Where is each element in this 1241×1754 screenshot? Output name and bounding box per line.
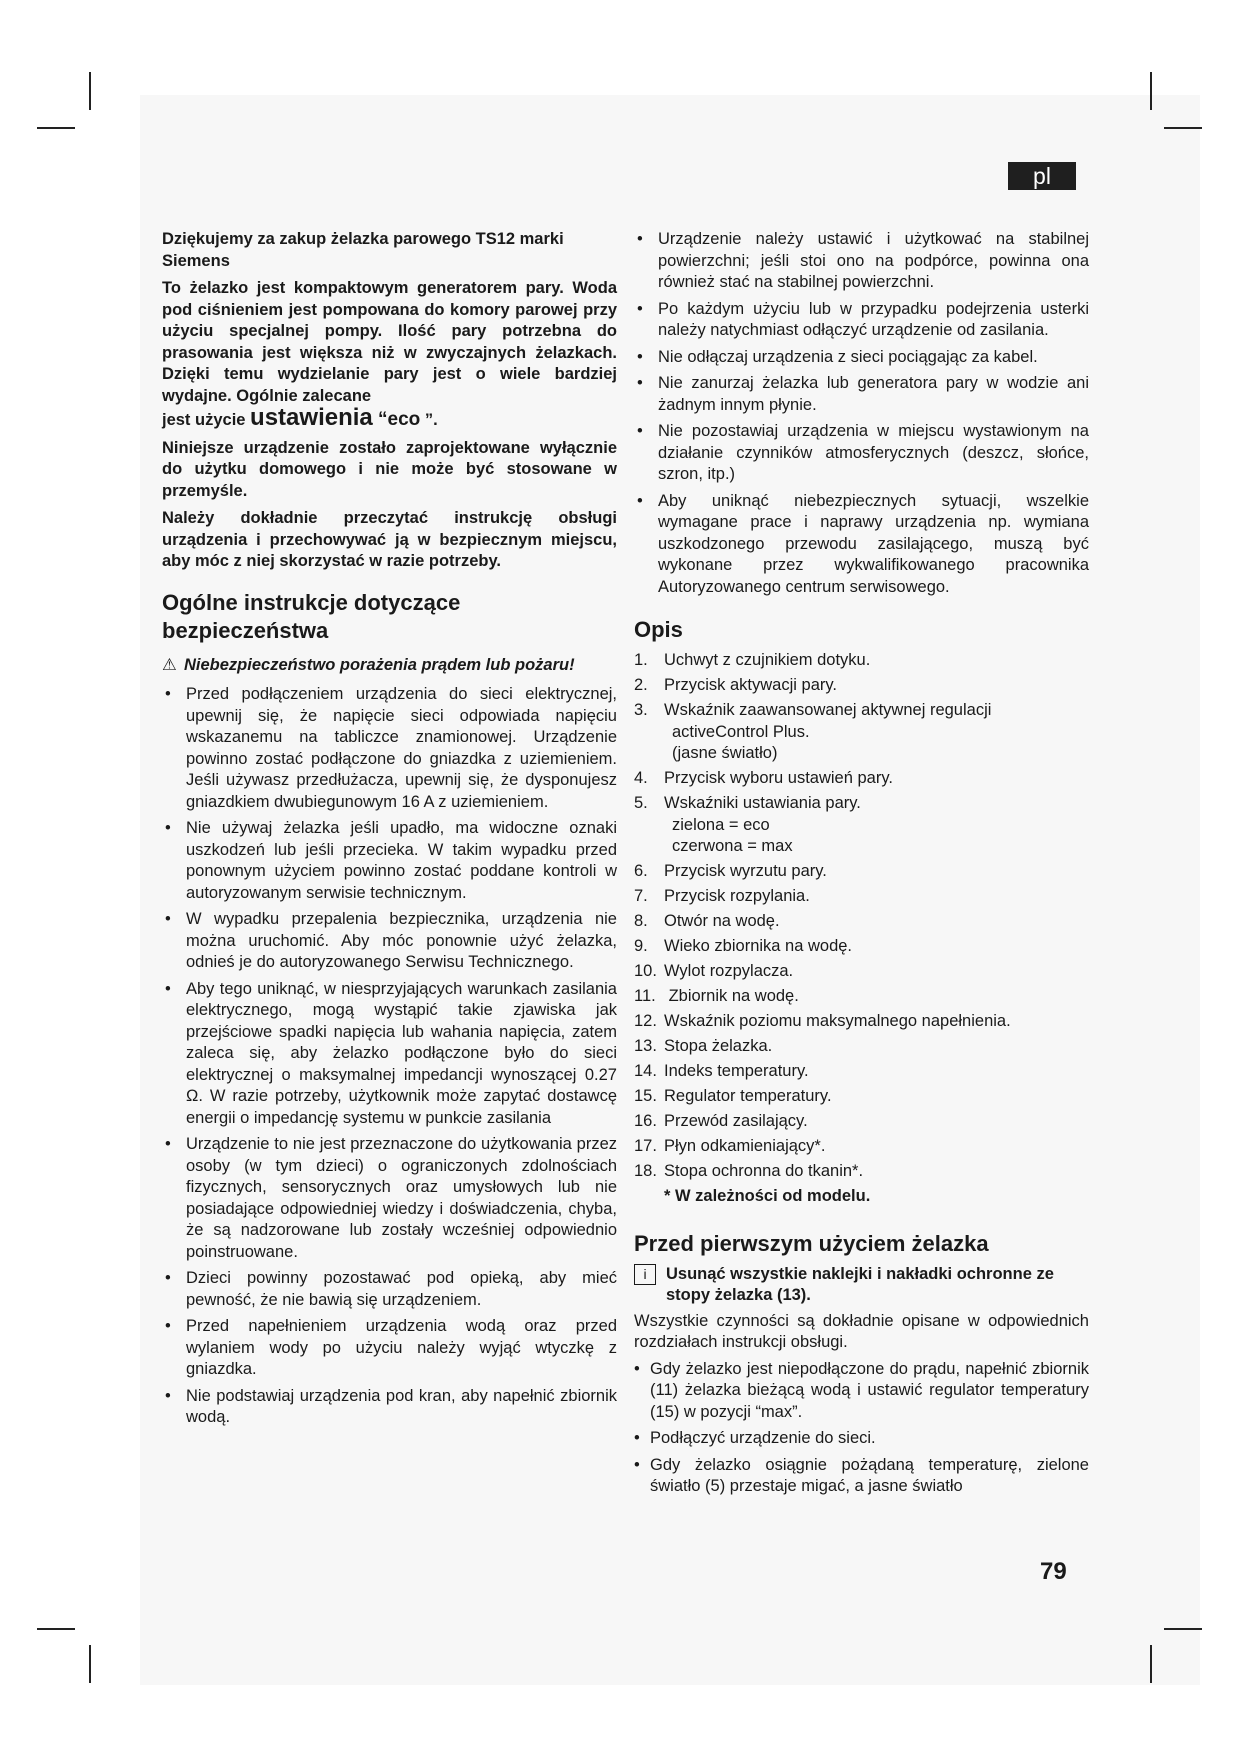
first-use-intro: Wszystkie czynności są dokładnie opisane w odpowiednich rozdziałach instrukcji obsługi.	[634, 1311, 1089, 1351]
item-text: Przycisk wyrzutu pary.	[664, 862, 827, 880]
item-text: Zbiornik na wodę.	[664, 987, 799, 1005]
left-column	[162, 229, 617, 1434]
list-item-text: Nie używaj żelazka jeśli upadło, ma widoczne oznaki uszkodzeń lub jeśli przecieka. W takim wypadku przed ponownym użyciem powinno zostać poddane kontroli w autoryzowanym serwisie technicznym.	[186, 819, 617, 902]
list-item-text: Dzieci powinny pozostawać pod opieką, aby mieć pewność, że nie bawią się urządzeniem.	[186, 1269, 617, 1309]
crop-mark-top-left-h	[37, 127, 75, 129]
item-number: 16.	[634, 1112, 657, 1130]
list-item	[634, 986, 1089, 1008]
parts-list	[634, 650, 1089, 1183]
bullet-icon: •	[634, 1359, 640, 1378]
safety-bullet-list	[162, 684, 617, 1429]
item-number: 7.	[634, 887, 648, 905]
list-item	[634, 1359, 1089, 1424]
info-icon: i	[634, 1264, 656, 1285]
bullet-icon: •	[165, 979, 171, 998]
item-text: Przewód zasilający.	[664, 1112, 808, 1130]
item-number: 18.	[634, 1162, 657, 1180]
list-item	[634, 1428, 1089, 1450]
list-item-text: Przed podłączeniem urządzenia do sieci elektrycznej, upewnij się, że napięcie sieci odpowiada napięciu wskazanemu na tabliczce znamionowej. Urządzenie powinno zostać podłączone do gniazdka z uziemieniem. Jeśli używasz przedłużacza, upewnij się, że dysponujesz gniazdkiem dwubiegunowym 16 A z uziemieniem.	[186, 685, 617, 811]
bullet-icon: •	[165, 910, 171, 928]
language-tag: pl	[1008, 162, 1076, 190]
list-item	[634, 491, 1089, 599]
warning-triangle-icon: ⚠	[162, 655, 177, 674]
first-use-steps	[634, 1359, 1089, 1498]
item-text: Wskaźnik poziomu maksymalnego napełnienia.	[664, 1012, 1011, 1030]
list-item	[634, 1061, 1089, 1083]
bullet-icon: •	[165, 685, 171, 703]
list-item	[634, 675, 1089, 697]
item-number: 4.	[634, 769, 648, 787]
list-item	[634, 961, 1089, 983]
list-item	[634, 911, 1089, 933]
safety-bullet-list-continued	[634, 229, 1089, 598]
item-number: 1.	[634, 651, 648, 669]
item-number: 8.	[634, 912, 648, 930]
item-text: Wylot rozpylacza.	[664, 962, 794, 980]
list-item	[634, 1455, 1089, 1498]
bullet-icon: •	[637, 422, 643, 440]
item-number: 5.	[634, 794, 648, 812]
bullet-icon: •	[634, 1455, 640, 1474]
list-item	[162, 684, 617, 813]
list-item	[634, 886, 1089, 908]
item-number: 3.	[634, 701, 648, 719]
list-item	[634, 347, 1089, 369]
list-item-text: Nie odłączaj urządzenia z sieci pociągając za kabel.	[658, 347, 1038, 366]
item-number: 6.	[634, 862, 648, 880]
bullet-icon: •	[637, 230, 643, 248]
item-subline: czerwona = max	[672, 837, 793, 855]
crop-mark-bottom-right-v	[1150, 1645, 1152, 1683]
bullet-icon: •	[637, 374, 643, 392]
list-item-text: Urządzenie to nie jest przeznaczone do użytkowania przez osoby (w tym dzieci) o ograniczonych zdolnościach fizycznych, sensorycznych oraz umysłowych lub nie posiadające odpowiedniej wiedzy i doświadczenia, chyba, że są nadzorowane lub zostały wcześniej odpowiednio poinstruowane.	[186, 1135, 617, 1261]
item-text: Wskaźniki ustawiania pary.	[664, 794, 861, 812]
eco-suffix: ”.	[420, 411, 438, 429]
item-subline: zielona = eco	[672, 815, 770, 834]
list-item	[162, 1386, 617, 1429]
description-heading: Opis	[634, 617, 683, 642]
list-item-text: Przed napełnieniem urządzenia wodą oraz przed wylaniem wody po użyciu należy wyjąć wtyczkę z gniazdka.	[186, 1317, 617, 1378]
item-text: Otwór na wodę.	[664, 912, 780, 930]
bullet-icon: •	[165, 1386, 171, 1405]
list-item	[634, 1111, 1089, 1133]
list-item	[634, 299, 1089, 342]
eco-word: “eco	[372, 409, 421, 430]
bullet-icon: •	[634, 1429, 640, 1447]
item-text: Regulator temperatury.	[664, 1087, 832, 1105]
list-item-text: Podłączyć urządzenie do sieci.	[650, 1429, 876, 1447]
list-item	[634, 1036, 1089, 1058]
bullet-icon: •	[165, 1317, 171, 1335]
bullet-icon: •	[637, 347, 643, 366]
first-use-heading: Przed pierwszym użyciem żelazka	[634, 1230, 989, 1256]
bullet-icon: •	[637, 299, 643, 318]
list-item	[634, 861, 1089, 883]
item-text: Wskaźnik zaawansowanej aktywnej regulacji	[664, 701, 992, 719]
item-subline: (jasne światło)	[672, 744, 778, 762]
item-text: Stopa żelazka.	[664, 1037, 773, 1055]
list-item-text: Nie podstawiaj urządzenia pod kran, aby napełnić zbiornik wodą.	[186, 1386, 617, 1426]
list-item	[634, 421, 1089, 486]
list-item-text: Urządzenie należy ustawić i użytkować na stabilnej powierzchni; jeśli stoi ono na podpórce, powinna ona również stać na stabilnej powierzchni.	[658, 230, 1089, 291]
list-item	[162, 1134, 617, 1263]
item-text: Indeks temperatury.	[664, 1062, 809, 1080]
crop-mark-top-left-v	[89, 72, 91, 110]
intro-thanks: Dziękujemy za zakup żelazka parowego TS12 marki Siemens	[162, 230, 564, 270]
list-item	[634, 373, 1089, 416]
list-item	[634, 936, 1089, 958]
list-item	[162, 979, 617, 1130]
item-subline: activeControl Plus.	[672, 722, 810, 741]
list-item	[162, 1268, 617, 1311]
bullet-icon: •	[165, 819, 171, 837]
list-item	[634, 1161, 1089, 1183]
item-number: 12.	[634, 1012, 657, 1030]
safety-heading: Ogólne instrukcje dotyczące bezpieczeństwa	[162, 589, 461, 643]
item-number: 14.	[634, 1062, 657, 1080]
list-item	[634, 1086, 1089, 1108]
list-item-text: Gdy żelazko jest niepodłączone do prądu, napełnić zbiornik (11) żelazka bieżącą wodą i ustawić regulator temperatury (15) w pozycji “max”.	[650, 1359, 1089, 1421]
right-column	[634, 229, 1089, 1503]
item-number: 2.	[634, 676, 648, 694]
list-item	[634, 793, 1089, 858]
bullet-icon: •	[637, 491, 643, 510]
crop-mark-bottom-left-v	[89, 1645, 91, 1683]
item-number: 11.	[634, 987, 656, 1005]
safety-warning-text: Niebezpieczeństwo porażenia prądem lub pożaru!	[184, 655, 575, 674]
list-item-text: Nie pozostawiaj urządzenia w miejscu wystawionym na działanie czynników atmosferycznych (deszcz, słońce, szron, itp.)	[658, 422, 1089, 483]
list-item-text: Nie zanurzaj żelazka lub generatora pary w wodzie ani żadnym innym płynie.	[658, 374, 1089, 414]
info-note	[634, 1264, 1089, 1307]
item-number: 17.	[634, 1137, 657, 1155]
model-footnote: * W zależności od modelu.	[664, 1187, 871, 1205]
item-text: Przycisk wyboru ustawień pary.	[664, 769, 893, 787]
intro-eco-recommendation	[162, 404, 617, 432]
intro-domestic-use: Niniejsze urządzenie zostało zaprojektowane wyłącznie do użytku domowego i nie może być stosowane w przemyśle.	[162, 438, 617, 500]
list-item	[634, 229, 1089, 294]
list-item-text: W wypadku przepalenia bezpiecznika, urządzenia nie można uruchomić. Aby móc ponownie użyć żelazka, odnieś je do autoryzowanego Serwisu Technicznego.	[186, 910, 617, 971]
item-text: Stopa ochronna do tkanin*.	[664, 1162, 864, 1180]
list-item	[634, 650, 1089, 672]
bullet-icon: •	[165, 1135, 171, 1153]
list-item	[634, 768, 1089, 790]
item-number: 13.	[634, 1037, 657, 1055]
item-number: 9.	[634, 937, 648, 955]
item-text: Przycisk aktywacji pary.	[664, 676, 837, 694]
safety-warning	[162, 655, 617, 677]
list-item	[634, 1011, 1089, 1033]
eco-setting-word: ustawienia	[250, 404, 373, 431]
item-text: Przycisk rozpylania.	[664, 887, 810, 905]
crop-mark-top-right-v	[1150, 72, 1152, 110]
crop-mark-bottom-right-h	[1164, 1628, 1202, 1630]
intro-read-manual: Należy dokładnie przeczytać instrukcję obsługi urządzenia i przechowywać ją w bezpiecznym miejscu, aby móc z niej skorzystać w razie potrzeby.	[162, 509, 617, 570]
page-number: 79	[1040, 1558, 1067, 1585]
eco-prefix: jest użycie	[162, 411, 251, 429]
list-item	[162, 818, 617, 904]
list-item	[162, 1316, 617, 1381]
list-item-text: Aby uniknąć niebezpiecznych sytuacji, wszelkie wymagane prace i naprawy urządzenia np. wymiana uszkodzonego przewodu zasilającego, muszą być wykonane przez wykwalifikowanego pracownika Autoryzowanego centrum serwisowego.	[658, 491, 1089, 596]
intro-description: To żelazko jest kompaktowym generatorem pary. Woda pod ciśnieniem jest pompowana do komory parowej przy użyciu specjalnej pompy. Ilość pary potrzebna do prasowania jest większa niż w zwyczajnych żelazkach. Dzięki temu wydzielanie pary jest o wiele bardziej wydajne. Ogólnie zalecane	[162, 279, 617, 405]
info-note-text: Usunąć wszystkie naklejki i nakładki ochronne ze stopy żelazka (13).	[666, 1264, 1054, 1304]
item-number: 15.	[634, 1087, 657, 1105]
item-text: Wieko zbiornika na wodę.	[664, 937, 853, 955]
crop-mark-bottom-left-h	[37, 1628, 75, 1630]
bullet-icon: •	[165, 1269, 171, 1287]
list-item-text: Aby tego uniknąć, w niesprzyjających warunkach zasilania elektrycznego, mogą wystąpić takie zjawiska jak przejściowe spadki napięcia lub wahania napięcia, zatem zaleca się, aby żelazko podłączone było do sieci elektrycznej o maksymalnej impedancji wynoszącej 0.27 Ω. W razie potrzeby, użytkownik może zapytać dostawcę energii o impedancję systemu w punkcie zasilania	[186, 979, 617, 1127]
item-text: Uchwyt z czujnikiem dotyku.	[664, 651, 871, 669]
list-item	[162, 909, 617, 974]
list-item-text: Gdy żelazko osiągnie pożądaną temperaturę, zielone światło (5) przestaje migać, a jasne światło	[650, 1455, 1089, 1495]
list-item	[634, 1136, 1089, 1158]
item-text: Płyn odkamieniający*.	[664, 1137, 826, 1155]
crop-mark-top-right-h	[1164, 127, 1202, 129]
list-item	[634, 700, 1089, 765]
list-item-text: Po każdym użyciu lub w przypadku podejrzenia usterki należy natychmiast odłączyć urządzenie od zasilania.	[658, 299, 1089, 339]
item-number: 10.	[634, 962, 657, 980]
